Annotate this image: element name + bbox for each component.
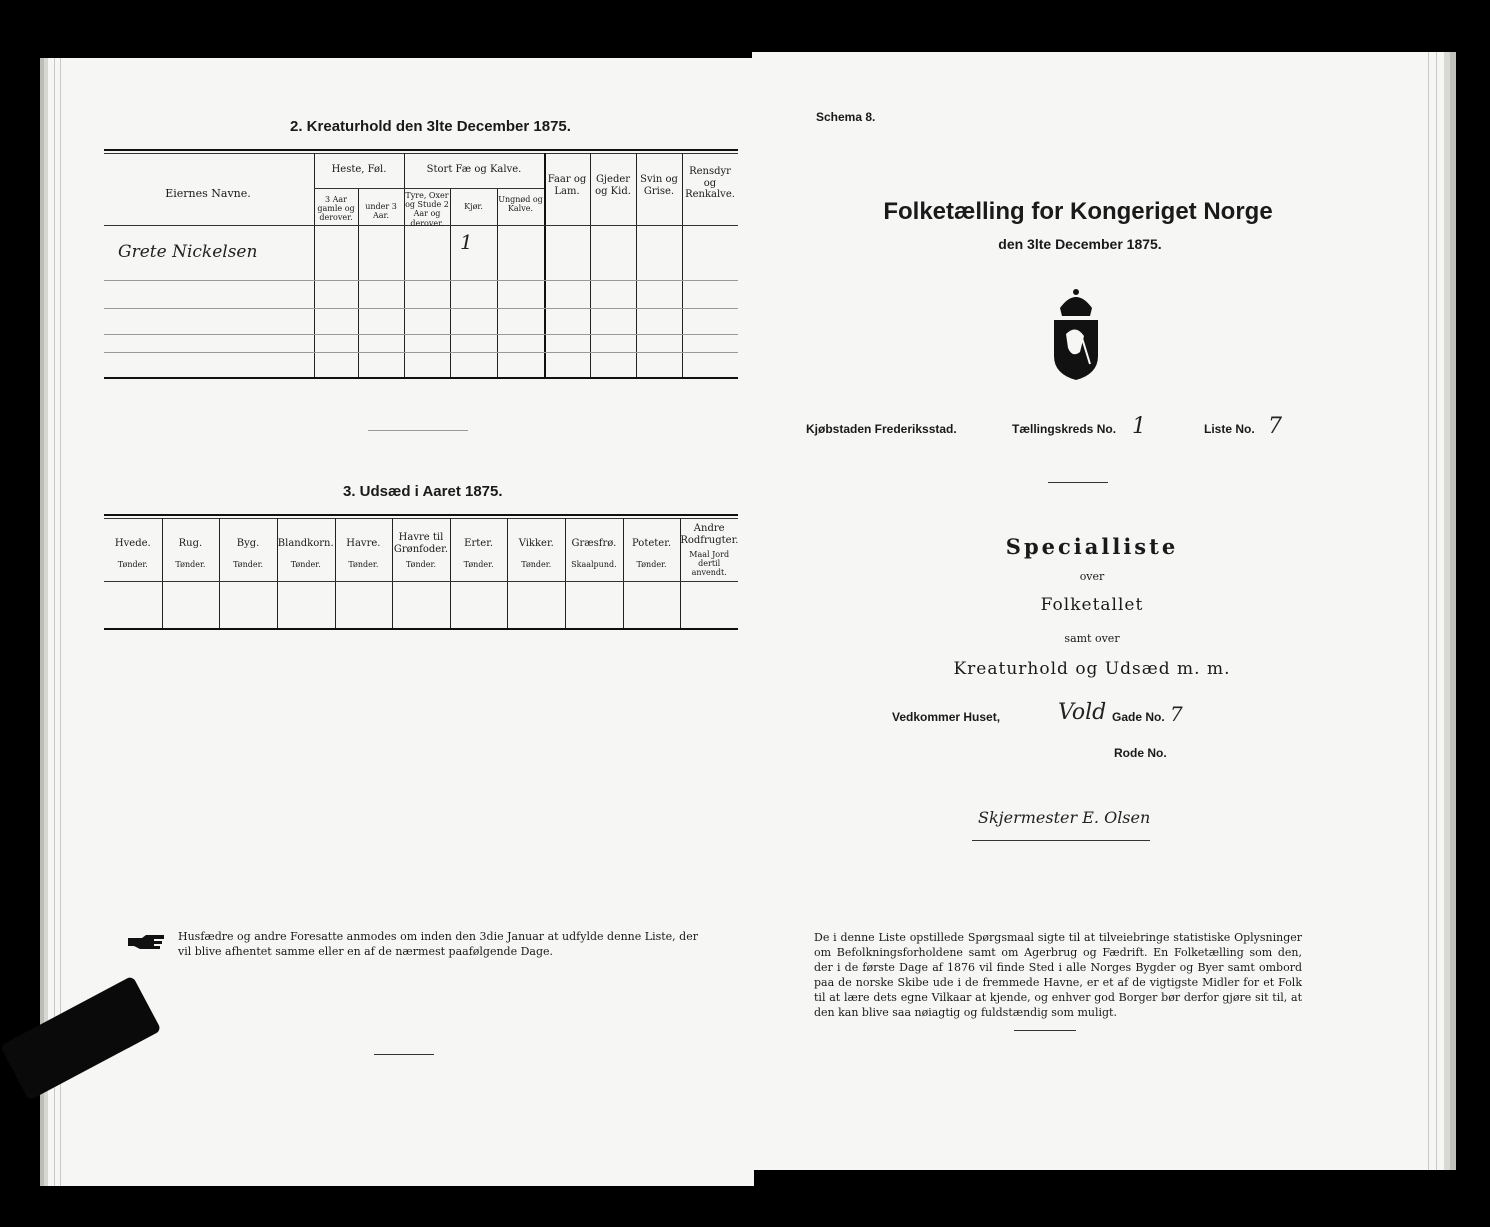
separator — [1014, 1030, 1076, 1031]
udsaed-col-unit: Tønder. — [521, 560, 552, 569]
goats-header: Gjeder og Kid. — [595, 174, 631, 197]
col-divider — [314, 153, 315, 377]
cattle-group-header: Stort Fæ og Kalve. — [426, 164, 522, 175]
row-rule — [104, 308, 738, 309]
col-divider — [507, 518, 508, 628]
pointing-hand-icon — [126, 933, 166, 949]
udsaed-col-unit: Maal Jord dertil anvendt. — [689, 550, 730, 578]
udsaed-col-unit: Tønder. — [348, 560, 379, 569]
specialliste-heading: Specialliste — [1005, 534, 1179, 559]
udsaed-col-header: Hvede. — [114, 538, 151, 549]
table-rule — [104, 149, 738, 151]
udsaed-col-header: Vikker. — [518, 538, 554, 549]
separator — [368, 430, 468, 431]
gade-label: Gade No. — [1112, 710, 1165, 724]
section2-title: 2. Kreaturhold den 3lte December 1875. — [290, 118, 571, 135]
udsaed-col-header: Poteter. — [631, 538, 672, 549]
signature-line — [972, 840, 1150, 841]
norway-coat-of-arms-icon — [1046, 286, 1106, 382]
col-divider — [277, 518, 278, 628]
udsaed-col-header: Græsfrø. — [571, 538, 617, 549]
udsaed-col-header: Byg. — [236, 538, 260, 549]
right-page — [752, 52, 1444, 1170]
vedkommer-label: Vedkommer Huset, — [892, 710, 1001, 724]
udsaed-col-header: Havre. — [346, 538, 381, 549]
cattle-sub1-header: Tyre, Oxer og Stude 2 Aar og derover. — [405, 191, 449, 228]
kreds-label: Tællingskreds No. — [1012, 422, 1117, 436]
col-divider — [450, 188, 451, 377]
udsaed-col-unit: Tønder. — [117, 560, 148, 569]
gade-value: 7 — [1170, 702, 1183, 726]
kreds-value: 1 — [1132, 414, 1146, 439]
census-date: den 3lte December 1875. — [998, 236, 1162, 252]
udsaed-col-header: Erter. — [464, 538, 494, 549]
signature-handwritten: Skjermester E. Olsen — [978, 808, 1151, 827]
bottom-paragraph: De i denne Liste opstillede Spørgsmaal sigte til at tilveiebringe statistiske Oplysninger om Befolkningsforholdene samt om Agerbrug og Fædrift. En Folketælling som den, der i de første Dage af 1876 vil finde Sted i alle Norges Bygder og Byer samt ombord paa de norske Skibe ude i de fremmede Havne, er et af de vigtigste Midler for et Folk til at lære dets egne Vilkaar at kjende, og enhver god Borger bør derfor gjøre sit til, at den kan blive saa nøiagtig og fuldstændig som muligt. — [814, 931, 1302, 1019]
udsaed-col-unit: Tønder. — [233, 560, 264, 569]
rode-label: Rode No. — [1114, 746, 1167, 760]
horses-sub2-header: under 3 Aar. — [365, 202, 397, 221]
col-divider — [404, 153, 405, 377]
udsaed-col-header: Rug. — [178, 538, 203, 549]
udsaed-col-unit: Tønder. — [405, 560, 436, 569]
group-rule — [314, 188, 544, 189]
col-divider — [392, 518, 393, 628]
udsaed-col-unit: Tønder. — [636, 560, 667, 569]
kjobstad-label: Kjøbstaden Frederiksstad. — [806, 422, 957, 436]
notice-text: Husfædre og andre Foresatte anmodes om inden den 3die Januar at udfylde denne Liste, der vil blive afhentet samme eller en af de nærmest paafølgende Dage. — [178, 930, 698, 958]
col-divider — [623, 518, 624, 628]
col-divider — [219, 518, 220, 628]
section3-title: 3. Udsæd i Aaret 1875. — [343, 483, 503, 500]
udsaed-col-unit: Tønder. — [290, 560, 321, 569]
samt-over-label: samt over — [1064, 632, 1120, 645]
over-label: over — [1079, 570, 1105, 583]
udsaed-col-unit: Tønder. — [175, 560, 206, 569]
separator — [1048, 482, 1108, 483]
horses-sub1-header: 3 Aar gamle og derover. — [317, 195, 355, 223]
col-divider — [680, 518, 681, 628]
kreaturhold-heading: Kreaturhold og Udsæd m. m. — [953, 659, 1231, 679]
pigs-header: Svin og Grise. — [640, 174, 678, 197]
liste-value: 7 — [1268, 414, 1282, 439]
udsaed-col-unit: Tønder. — [463, 560, 494, 569]
street-handwritten: Vold — [1058, 700, 1107, 725]
col-owner-header: Eiernes Navne. — [165, 187, 251, 200]
col-divider — [565, 518, 566, 628]
col-divider — [497, 188, 498, 377]
sheep-header: Faar og Lam. — [547, 174, 587, 197]
table-rule — [104, 153, 738, 154]
horses-group-header: Heste, Føl. — [331, 164, 387, 175]
header-bottom-rule — [104, 581, 738, 582]
udsaed-col-header: Andre Rodfrugter. — [680, 523, 739, 546]
udsaed-col-unit: Skaalpund. — [571, 560, 617, 569]
owner-name-handwritten: Grete Nickelsen — [118, 242, 258, 262]
col-divider — [335, 518, 336, 628]
table-bottom-rule — [104, 628, 738, 630]
col-divider — [162, 518, 163, 628]
folketallet-heading: Folketallet — [1040, 595, 1144, 615]
row-rule — [104, 334, 738, 335]
cattle-sub3-header: Ungnød og Kalve. — [498, 195, 543, 214]
table-rule — [104, 518, 738, 519]
udsaed-col-header: Blandkorn. — [277, 538, 334, 549]
schema-label: Schema 8. — [816, 110, 876, 124]
cattle-sub2-header: Kjør. — [464, 202, 483, 211]
row-rule — [104, 352, 738, 353]
cows-count-handwritten: 1 — [460, 230, 473, 254]
row-rule — [104, 280, 738, 281]
col-divider — [450, 518, 451, 628]
table-bottom-rule — [104, 377, 738, 379]
separator — [374, 1054, 434, 1055]
liste-label: Liste No. — [1204, 422, 1255, 436]
table-rule — [104, 514, 738, 516]
census-title: Folketælling for Kongeriget Norge — [883, 198, 1273, 225]
reindeer-header: Rensdyr og Renkalve. — [685, 166, 735, 200]
udsaed-col-header: Havre til Grønfoder. — [393, 532, 449, 555]
